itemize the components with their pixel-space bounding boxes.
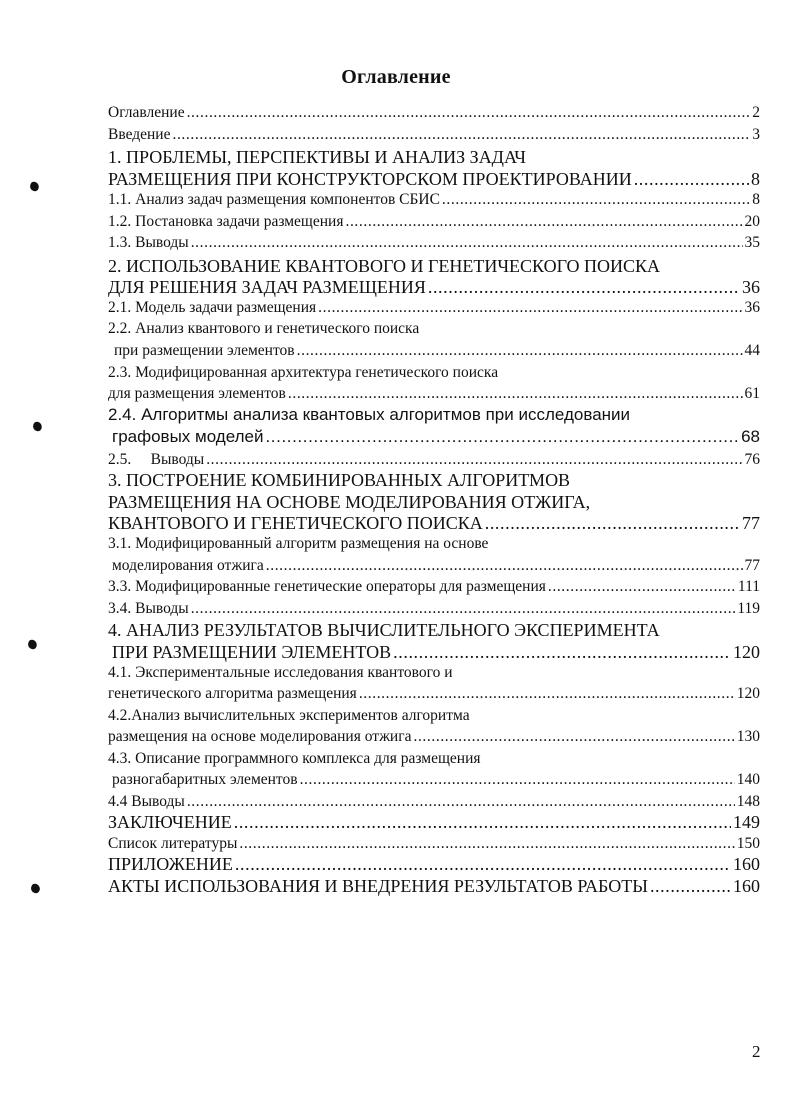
toc-entry[interactable] <box>108 812 760 833</box>
toc-entry-heading <box>108 492 590 513</box>
toc-entry-title: графовых моделей <box>112 427 264 446</box>
toc-entry[interactable] <box>108 876 760 897</box>
toc-entry[interactable] <box>108 385 760 403</box>
toc-entry-title: ПРИ РАЗМЕЩЕНИИ ЭЛЕМЕНТОВ <box>112 642 392 662</box>
toc-entry-page: 130 <box>736 728 760 745</box>
dot-leader <box>428 277 740 298</box>
toc-entry[interactable] <box>108 213 760 231</box>
toc-entry-title: 4.2.Анализ вычислительных экспериментов алгоритма <box>108 707 470 724</box>
toc-entry-title: Введение <box>108 126 171 143</box>
toc-entry-heading <box>108 256 660 277</box>
toc-entry-page: 77 <box>744 557 760 574</box>
dot-leader <box>191 234 743 252</box>
toc-entry[interactable] <box>108 451 760 469</box>
dot-leader <box>300 771 735 789</box>
page-number: 2 <box>752 1042 761 1061</box>
toc-entry-heading <box>108 147 526 168</box>
toc-entry-heading <box>108 707 470 725</box>
toc-entry-title: 1.3. Выводы <box>108 234 189 251</box>
dot-leader <box>265 427 739 447</box>
toc-entry[interactable] <box>112 771 760 789</box>
toc-entry-page: 148 <box>736 793 760 810</box>
dot-leader <box>235 854 731 875</box>
toc-entry-title: 2.2. Анализ квантового и генетического поиска <box>108 320 420 337</box>
toc-entry-title: размещения на основе моделирования отжига <box>108 728 412 745</box>
toc-entry-page: 8 <box>751 169 760 189</box>
toc-entry-page: 2 <box>752 104 760 121</box>
toc-entry-title: РАЗМЕЩЕНИЯ НА ОСНОВЕ МОДЕЛИРОВАНИЯ ОТЖИГА, <box>108 492 591 512</box>
toc-entry-title: ЗАКЛЮЧЕНИЕ <box>108 812 232 832</box>
toc-entry-title: 3.4. Выводы <box>108 600 189 617</box>
toc-entry-heading <box>108 320 419 338</box>
dot-leader <box>297 342 743 360</box>
dot-leader <box>239 835 734 853</box>
toc-entry-title: КВАНТОВОГО И ГЕНЕТИЧЕСКОГО ПОИСКА <box>108 513 483 533</box>
toc-entry[interactable] <box>108 578 760 596</box>
toc-entry[interactable] <box>108 169 760 190</box>
dot-leader <box>234 812 731 833</box>
toc-entry-title: 3. ПОСТРОЕНИЕ КОМБИНИРОВАННЫХ АЛГОРИТМОВ <box>108 470 571 490</box>
toc-entry[interactable] <box>108 854 760 875</box>
toc-entry-title: 4.4 Выводы <box>108 793 185 810</box>
dot-leader <box>266 557 743 575</box>
dot-leader <box>206 451 742 469</box>
toc-entry[interactable] <box>112 557 760 575</box>
toc-entry-heading <box>108 364 498 382</box>
toc-entry-title: 3.3. Модифицированные генетические операторы для размещения <box>108 578 546 595</box>
toc-entry-title: ПРИЛОЖЕНИЕ <box>108 854 233 874</box>
toc-entry-title: 1.2. Постановка задачи размещения <box>108 213 344 230</box>
toc-entry-page: 35 <box>744 234 760 251</box>
toc-entry-heading <box>108 750 481 768</box>
toc-entry[interactable] <box>108 126 760 144</box>
dot-leader <box>393 642 731 663</box>
toc-entry-title: ДЛЯ РЕШЕНИЯ ЗАДАЧ РАЗМЕЩЕНИЯ <box>108 277 426 297</box>
toc-entry-title: 4.3. Описание программного комплекса для размещения <box>108 750 481 767</box>
dot-leader <box>172 126 750 144</box>
toc-entry-page: 111 <box>737 578 760 595</box>
toc-entry[interactable] <box>108 793 760 811</box>
toc-entry-title: 2. ИСПОЛЬЗОВАНИЕ КВАНТОВОГО И ГЕНЕТИЧЕСКОГО ПОИСКА <box>108 256 661 276</box>
toc-entry-title: 1.1. Анализ задач размещения компонентов СБИС <box>108 191 440 208</box>
toc-entry[interactable] <box>112 427 760 447</box>
toc-entry-title: 2.1. Модель задачи размещения <box>108 299 317 316</box>
dot-leader <box>345 213 742 231</box>
toc-entry-page: 44 <box>744 342 760 359</box>
toc-entry-page: 149 <box>733 812 760 832</box>
toc-entry-title: РАЗМЕЩЕНИЯ ПРИ КОНСТРУКТОРСКОМ ПРОЕКТИРОВАНИИ <box>108 169 632 189</box>
toc-entry-heading <box>108 620 660 641</box>
toc-entry-title: 1. ПРОБЛЕМЫ, ПЕРСПЕКТИВЫ И АНАЛИЗ ЗАДАЧ <box>108 147 526 167</box>
dot-leader <box>485 513 740 534</box>
toc-entry[interactable] <box>108 513 760 534</box>
toc-entry[interactable] <box>112 642 760 663</box>
toc-entry-page: 76 <box>744 451 760 468</box>
toc-entry-page: 36 <box>744 299 760 316</box>
toc-entry-title: 2.5. Выводы <box>108 451 205 468</box>
dot-leader <box>442 191 750 209</box>
toc-entry-title: 2.3. Модифицированная архитектура генетического поиска <box>108 364 499 381</box>
toc-entry[interactable] <box>108 299 760 317</box>
toc-entry-page: 61 <box>744 385 760 402</box>
toc-entry-heading <box>108 535 488 553</box>
toc-entry[interactable] <box>108 277 760 298</box>
toc-entry-title: 4. АНАЛИЗ РЕЗУЛЬТАТОВ ВЫЧИСЛИТЕЛЬНОГО ЭКСПЕРИМЕНТА <box>108 620 660 640</box>
toc-entry-heading <box>108 470 570 491</box>
toc-entry-page: 20 <box>744 213 760 230</box>
toc-entry[interactable] <box>108 234 760 252</box>
toc-entry[interactable] <box>114 342 760 360</box>
toc-entry-title: 3.1. Модифицированный алгоритм размещения на основе <box>108 535 489 552</box>
toc-entry-page: 140 <box>736 771 760 788</box>
toc-entry-title: АКТЫ ИСПОЛЬЗОВАНИЯ И ВНЕДРЕНИЯ РЕЗУЛЬТАТОВ РАБОТЫ <box>108 876 648 896</box>
toc-entry-heading <box>108 664 453 682</box>
dot-leader <box>650 876 731 897</box>
toc-entry-page: 77 <box>742 513 760 533</box>
toc-entry-title: при размещении элементов <box>114 342 295 359</box>
page-title: Оглавление <box>341 66 451 88</box>
dot-leader <box>191 600 736 618</box>
toc-entry-title: разногабаритных элементов <box>112 771 298 788</box>
toc-entry[interactable] <box>108 600 760 618</box>
toc-entry-page: 120 <box>733 642 760 662</box>
dot-leader <box>187 104 751 122</box>
toc-entry[interactable] <box>108 835 760 853</box>
toc-entry-page: 150 <box>736 835 760 852</box>
toc-entry-title: Список литературы <box>108 835 238 852</box>
toc-entry-title: 2.4. Алгоритмы анализа квантовых алгоритмов при исследовании <box>108 405 631 424</box>
toc-entry-title: 4.1. Экспериментальные исследования квантового и <box>108 664 453 681</box>
toc-entry[interactable] <box>108 191 760 209</box>
toc-entry-page: 160 <box>733 854 760 874</box>
toc-entry-heading <box>108 405 630 425</box>
toc-entry-page: 8 <box>752 191 760 208</box>
dot-leader <box>187 793 735 811</box>
dot-leader <box>548 578 736 596</box>
dot-leader <box>413 728 734 746</box>
toc-entry-title: генетического алгоритма размещения <box>108 685 357 702</box>
dot-leader <box>318 299 742 317</box>
toc-entry-page: 160 <box>733 876 760 896</box>
toc-entry-title: Оглавление <box>108 104 185 121</box>
dot-leader <box>634 169 749 190</box>
toc-entry-title: для размещения элементов <box>108 385 286 402</box>
toc-entry-page: 119 <box>737 600 760 617</box>
dot-leader <box>288 385 743 403</box>
toc-entry-page: 3 <box>752 126 760 143</box>
toc-entry-title: моделирования отжига <box>112 557 264 574</box>
toc-entry-page: 120 <box>736 685 760 702</box>
dot-leader <box>359 685 735 703</box>
toc-entry-page: 68 <box>741 427 760 446</box>
toc-entry[interactable] <box>108 685 760 703</box>
toc-entry[interactable] <box>108 104 760 122</box>
toc-entry-page: 36 <box>742 277 760 297</box>
toc-entry[interactable] <box>108 728 760 746</box>
